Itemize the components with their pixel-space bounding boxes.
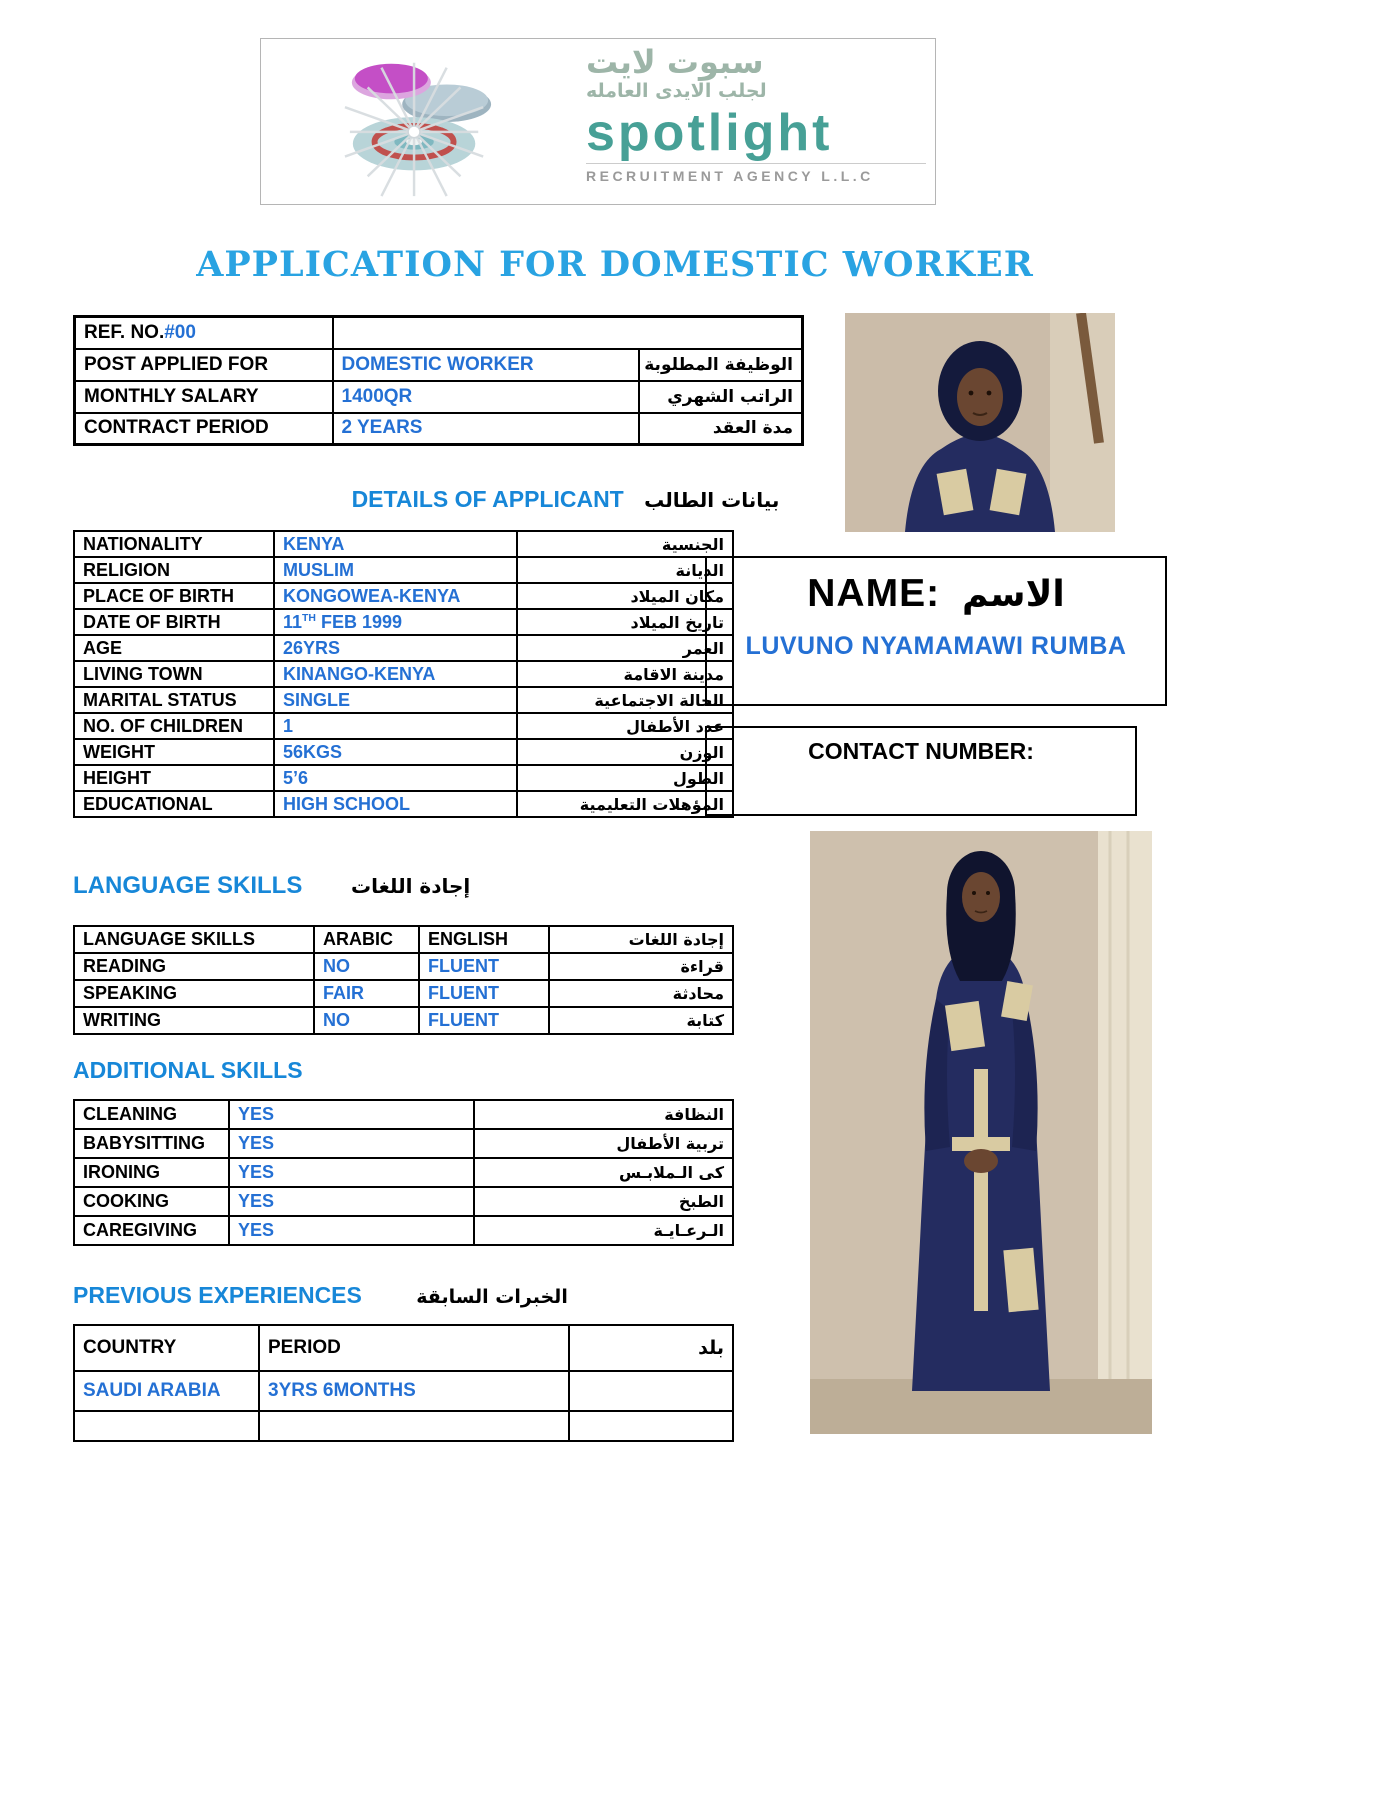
- language-skills-table: [73, 925, 734, 1035]
- field-value: MUSLIM: [274, 557, 517, 583]
- table-row: [74, 583, 733, 609]
- experience-heading-text: PREVIOUS EXPERIENCES: [73, 1282, 362, 1308]
- field-value: [274, 609, 517, 635]
- applicant-name: LUVUNO NYAMAMAWI RUMBA: [745, 632, 1127, 660]
- table-row: [74, 661, 733, 687]
- logo-arabic-tagline: لجلب الايدى العامله: [586, 80, 767, 103]
- column-header-arabic: بلد: [569, 1325, 733, 1371]
- field-arabic-label: محادثة: [549, 980, 733, 1007]
- ref-no-empty-cell: [333, 317, 803, 349]
- arabic-skill-value: NO: [314, 953, 419, 980]
- field-label: PLACE OF BIRTH: [74, 583, 274, 609]
- table-row: [74, 1100, 733, 1129]
- field-value: 56KGS: [274, 739, 517, 765]
- english-skill-value: FLUENT: [419, 953, 549, 980]
- table-row: [74, 791, 733, 817]
- agency-logo-box: [260, 38, 936, 205]
- table-header-row: [74, 926, 733, 953]
- application-summary-table: [73, 315, 804, 446]
- field-arabic-label: الحالة الاجتماعية: [517, 687, 733, 713]
- field-value: YES: [229, 1100, 474, 1129]
- name-heading: [707, 572, 1165, 616]
- arabic-skill-value: NO: [314, 1007, 419, 1034]
- table-row: [75, 317, 803, 349]
- table-row: [74, 980, 733, 1007]
- table-row: [74, 1411, 733, 1441]
- table-row: [74, 1371, 733, 1411]
- field-arabic-label: كى الـملابـس: [474, 1158, 733, 1187]
- field-value: KONGOWEA-KENYA: [274, 583, 517, 609]
- field-label: RELIGION: [74, 557, 274, 583]
- field-value: YES: [229, 1187, 474, 1216]
- field-value: SINGLE: [274, 687, 517, 713]
- field-label: WRITING: [74, 1007, 314, 1034]
- table-row: [74, 1187, 733, 1216]
- field-value: 2 YEARS: [333, 413, 639, 445]
- experience-heading-arabic: الخبرات السابقة: [416, 1286, 568, 1308]
- field-label: MARITAL STATUS: [74, 687, 274, 713]
- field-value: 5’6: [274, 765, 517, 791]
- page-title: APPLICATION FOR DOMESTIC WORKER: [196, 244, 1034, 285]
- field-arabic-label: مكان الميلاد: [517, 583, 733, 609]
- experience-period: 3YRS 6MONTHS: [259, 1371, 569, 1411]
- field-label: CLEANING: [74, 1100, 229, 1129]
- field-label: WEIGHT: [74, 739, 274, 765]
- ref-no-label: REF. NO.: [84, 321, 165, 343]
- field-label: NO. OF CHILDREN: [74, 713, 274, 739]
- column-header: LANGUAGE SKILLS: [74, 926, 314, 953]
- details-heading-arabic: بيانات الطالب: [644, 488, 780, 512]
- field-arabic-label: قراءة: [549, 953, 733, 980]
- name-label-arabic: الاسم: [961, 574, 1065, 615]
- contact-number-box: [705, 726, 1137, 816]
- experience-country: SAUDI ARABIA: [74, 1371, 259, 1411]
- field-label: EDUCATIONAL: [74, 791, 274, 817]
- dob-rest: FEB 1999: [315, 611, 402, 632]
- spotlight-logo-icon: [309, 43, 529, 201]
- field-label: COOKING: [74, 1187, 229, 1216]
- field-value: KINANGO-KENYA: [274, 661, 517, 687]
- table-row: [74, 557, 733, 583]
- language-heading-arabic: إجادة اللغات: [351, 874, 471, 898]
- table-row: [74, 953, 733, 980]
- field-arabic-label: الوزن: [517, 739, 733, 765]
- english-skill-value: FLUENT: [419, 980, 549, 1007]
- agency-logo-text: [586, 45, 926, 184]
- table-row: [74, 713, 733, 739]
- additional-heading-text: ADDITIONAL SKILLS: [73, 1057, 303, 1083]
- field-label: POST APPLIED FOR: [75, 349, 333, 381]
- field-label: MONTHLY SALARY: [75, 381, 333, 413]
- language-skills-heading: [73, 872, 470, 900]
- field-label: CONTRACT PERIOD: [75, 413, 333, 445]
- table-header-row: [74, 1325, 733, 1371]
- table-row: [74, 739, 733, 765]
- column-header: ARABIC: [314, 926, 419, 953]
- table-row: [75, 413, 803, 445]
- additional-skills-heading: [73, 1057, 303, 1084]
- details-table: [73, 530, 734, 818]
- field-value: 1: [274, 713, 517, 739]
- field-value: 26YRS: [274, 635, 517, 661]
- field-label: DATE OF BIRTH: [74, 609, 274, 635]
- table-row: [74, 635, 733, 661]
- english-skill-value: FLUENT: [419, 1007, 549, 1034]
- field-arabic-label: الراتب الشهري: [639, 381, 803, 413]
- table-row: [74, 609, 733, 635]
- name-label: NAME:: [807, 572, 941, 615]
- column-header-arabic: إجادة اللغات: [549, 926, 733, 953]
- experience-period: [259, 1411, 569, 1441]
- table-row: [75, 349, 803, 381]
- logo-wordmark: spotlight: [586, 103, 833, 162]
- field-value: 1400QR: [333, 381, 639, 413]
- field-arabic-label: الـرعـايـة: [474, 1216, 733, 1245]
- contact-number-label: CONTACT NUMBER:: [808, 738, 1034, 764]
- field-value: YES: [229, 1216, 474, 1245]
- dob-day: 11: [283, 611, 303, 632]
- column-header: ENGLISH: [419, 926, 549, 953]
- table-row: [74, 1129, 733, 1158]
- field-arabic-label: عدد الأطفال: [517, 713, 733, 739]
- field-label: HEIGHT: [74, 765, 274, 791]
- table-row: [74, 1216, 733, 1245]
- field-value: HIGH SCHOOL: [274, 791, 517, 817]
- ref-no-value: #00: [164, 321, 196, 343]
- field-arabic-label: الجنسية: [517, 531, 733, 557]
- field-arabic-label: العمر: [517, 635, 733, 661]
- field-value: YES: [229, 1158, 474, 1187]
- table-row: [74, 687, 733, 713]
- field-arabic-label: مدينة الاقامة: [517, 661, 733, 687]
- field-label: LIVING TOWN: [74, 661, 274, 687]
- field-label: CAREGIVING: [74, 1216, 229, 1245]
- additional-skills-table: [73, 1099, 734, 1246]
- field-arabic-label: الطبخ: [474, 1187, 733, 1216]
- column-header: PERIOD: [259, 1325, 569, 1371]
- table-row: [74, 765, 733, 791]
- field-arabic-label: الطول: [517, 765, 733, 791]
- field-value: KENYA: [274, 531, 517, 557]
- field-arabic-label: النظافة: [474, 1100, 733, 1129]
- applicant-full-body-photo: [810, 831, 1152, 1434]
- field-arabic-label: مدة العقد: [639, 413, 803, 445]
- field-arabic-label: المؤهلات التعليمية: [517, 791, 733, 817]
- field-label: READING: [74, 953, 314, 980]
- table-row: [74, 1158, 733, 1187]
- table-row: [74, 531, 733, 557]
- field-label: BABYSITTING: [74, 1129, 229, 1158]
- column-header: COUNTRY: [74, 1325, 259, 1371]
- field-arabic-label: تاريخ الميلاد: [517, 609, 733, 635]
- name-box: [705, 556, 1167, 706]
- logo-arabic-name: سبوت لايت: [586, 43, 764, 81]
- dob-ordinal: TH: [302, 612, 316, 624]
- details-heading-text: DETAILS OF APPLICANT: [351, 486, 624, 512]
- ref-no-cell: [75, 317, 333, 349]
- field-arabic-label: كتابة: [549, 1007, 733, 1034]
- table-row: [75, 381, 803, 413]
- field-value: DOMESTIC WORKER: [333, 349, 639, 381]
- applicant-full-body-illustration: [810, 831, 1152, 1434]
- experience-arabic-cell: [569, 1411, 733, 1441]
- language-heading-text: LANGUAGE SKILLS: [73, 872, 303, 899]
- field-label: NATIONALITY: [74, 531, 274, 557]
- field-label: SPEAKING: [74, 980, 314, 1007]
- previous-experiences-table: [73, 1324, 734, 1442]
- field-label: AGE: [74, 635, 274, 661]
- experience-arabic-cell: [569, 1371, 733, 1411]
- details-section-heading: [73, 486, 1058, 513]
- field-arabic-label: الديانة: [517, 557, 733, 583]
- field-arabic-label: الوظيفة المطلوبة: [639, 349, 803, 381]
- arabic-skill-value: FAIR: [314, 980, 419, 1007]
- field-arabic-label: تربية الأطفال: [474, 1129, 733, 1158]
- field-value: YES: [229, 1129, 474, 1158]
- field-label: IRONING: [74, 1158, 229, 1187]
- experience-country: [74, 1411, 259, 1441]
- logo-subtitle: RECRUITMENT AGENCY L.L.C: [586, 163, 926, 184]
- table-row: [74, 1007, 733, 1034]
- previous-experiences-heading: [73, 1282, 568, 1309]
